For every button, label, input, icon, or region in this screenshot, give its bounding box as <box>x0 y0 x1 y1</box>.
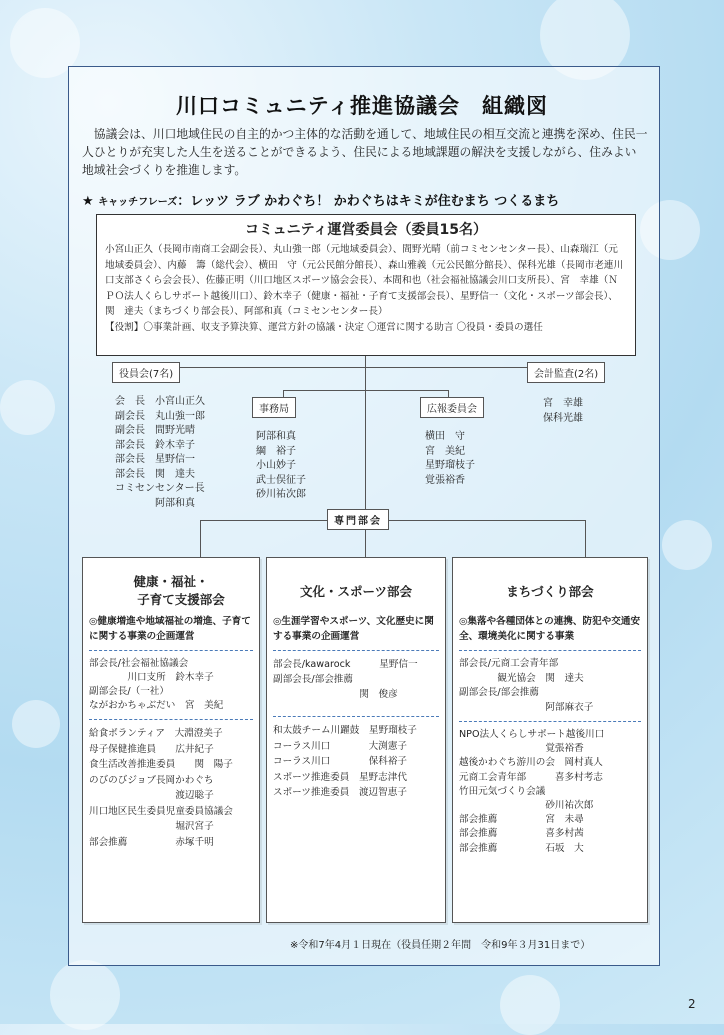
dept-culture-sports <box>266 557 446 923</box>
dept-health-welfare <box>82 557 260 923</box>
secretariat-list: 阿部和真 綱 裕子 小山妙子 武士俣征子 砂川祐次郎 <box>256 431 306 500</box>
catchphrase <box>82 190 648 209</box>
dept-divider <box>273 650 439 651</box>
steering-committee-title: コミュニティ運営委員会（委員15名） <box>244 222 488 238</box>
officers-label: 役員会(7名) <box>112 362 180 383</box>
intro-paragraph: 協議会は、川口地域住民の自主的かつ主体的な活動を通して、地域住民の相互交流と連携を深め、住民一人ひとりが充実した人生を送ることができるよう、住民による地域課題の解決を支援しながら、住みよい地域社会づくりを推進します。 <box>82 127 648 177</box>
dept-members: 和太鼓チーム川躍鼓 星野瑠枝子 コーラス川口 大渕憲子 コーラス川口 保科裕子 スポーツ推進委員 星野志津代 スポーツ推進委員 渡辺智恵子 <box>273 725 417 798</box>
star-icon: ★ <box>82 194 94 209</box>
bokeh-decoration <box>662 520 712 570</box>
dept-purpose: ◎生涯学習やスポーツ、文化歴史に関する事業の企画運営 <box>273 616 434 642</box>
page-title: 川口コミュニティ推進協議会 組織図 <box>176 94 548 118</box>
dept-divider <box>459 650 641 651</box>
page-number: 2 <box>688 997 696 1011</box>
auditors-label: 会計監査(2名) <box>527 362 605 383</box>
dept-purpose: ◎集落や各種団体との連携、防犯や交通安全、環境美化に関する事業 <box>459 616 641 642</box>
catchphrase-label: キャッチフレーズ <box>98 197 178 208</box>
dept-leaders: 部会長/社会福祉協議会 川口支所 鈴木幸子 副部会長/（一社） ながおかちゃぶだい 宮 美紀 <box>89 658 224 711</box>
connector-line <box>163 367 567 368</box>
dept-divider <box>89 650 253 651</box>
secretariat-label: 事務局 <box>252 397 296 418</box>
steering-committee-roles: 【役割】〇事業計画、収支予算決算、運営方針の協議・決定 〇運営に関する助言 〇役員・委員の選任 <box>105 321 543 333</box>
pr-committee-label: 広報委員会 <box>420 397 484 418</box>
dept-members: 給食ボランティア 大淵澄美子 母子保健推進員 広井紀子 食生活改善推進委員 関 陽子 のびのびジョブ長岡かわぐち 渡辺聡子 川口地区民生委員児童委員協議会 堀沢宮子 部会推薦 赤塚千明 <box>89 728 233 848</box>
officers-list: 会 長 小宮山正久 副会長 丸山強一郎 副会長 間野光晴 部会長 鈴木幸子 部会長 星野信一 部会長 関 達夫 コミセンセンター長 阿部和真 <box>115 396 205 509</box>
dept-title: まちづくり部会 <box>506 584 594 599</box>
dept-divider <box>89 719 253 720</box>
connector-line <box>365 528 366 557</box>
dept-divider <box>273 716 439 717</box>
bokeh-decoration <box>12 700 60 748</box>
connector-line <box>365 356 366 512</box>
steering-committee-box <box>96 214 636 356</box>
dept-community-development <box>452 557 648 923</box>
dept-divider <box>459 721 641 722</box>
dept-title: 健康・福祉・ 子育て支援部会 <box>133 574 225 607</box>
connector-line <box>283 390 449 391</box>
bokeh-decoration <box>50 960 120 1030</box>
pr-committee-list: 横田 守 宮 美紀 星野瑠枝子 覚張裕香 <box>425 431 475 486</box>
auditors-list: 宮 幸雄 保科光雄 <box>543 398 583 424</box>
connector-line <box>200 520 586 521</box>
dept-leaders: 部会長/kawarock 星野信一 副部会長/部会推薦 関 俊彦 <box>273 659 418 700</box>
dept-members: NPO法人くらしサポート越後川口 覚張裕香 越後かわぐち游川の会 岡村真人 元商工会青年部 喜多村考志 竹田元気づくり会議 砂川祐次郎 部会推薦 宮 未尋 部会推薦 喜多村茜 部会推薦 石坂 大 <box>459 729 605 854</box>
connector-line <box>585 520 586 557</box>
dept-purpose: ◎健康増進や地域福祉の増進、子育てに関する事業の企画運営 <box>89 616 251 642</box>
dept-title: 文化・スポーツ部会 <box>299 584 412 599</box>
connector-line <box>200 520 201 557</box>
specialized-committee-label: 専門部会 <box>327 509 389 530</box>
footnote: ※令和7年4月１日現在（役員任期２年間 令和9年３月31日まで） <box>290 940 591 951</box>
bokeh-decoration <box>500 975 560 1035</box>
bokeh-decoration <box>0 380 55 435</box>
steering-committee-members: 小宮山正久（長岡市南商工会副会長）、丸山強一郎（元地域委員会）、間野光晴（前コミセンセンター長）、山森瑞江（元地域委員会）、内藤 籌（総代会）、横田 守（元公民館分館長）、森山雅義（元公民館分館長）、保科光雄（長岡市老連川口支部さくら会会長）、佐藤正明（川口地区スポーツ協会会長）、本間和也（社会福祉協議会川口支所長）、宮 幸雄（ＮＰＯ法人くらしサポート越後川口）、鈴木幸子（健康・福祉・子育て支援部会長）、星野信一（文化・スポーツ部会長）、関 達夫（まちづくり部会長）、阿部和真（コミセンセンター長） <box>105 244 624 317</box>
catchphrase-text: ：レッツ ラブ かわぐち！ かわぐちはキミが住むまち つくるまち <box>177 194 560 209</box>
dept-leaders: 部会長/元商工会青年部 観光協会 関 達夫 副部会長/部会推薦 阿部麻衣子 <box>459 658 594 713</box>
